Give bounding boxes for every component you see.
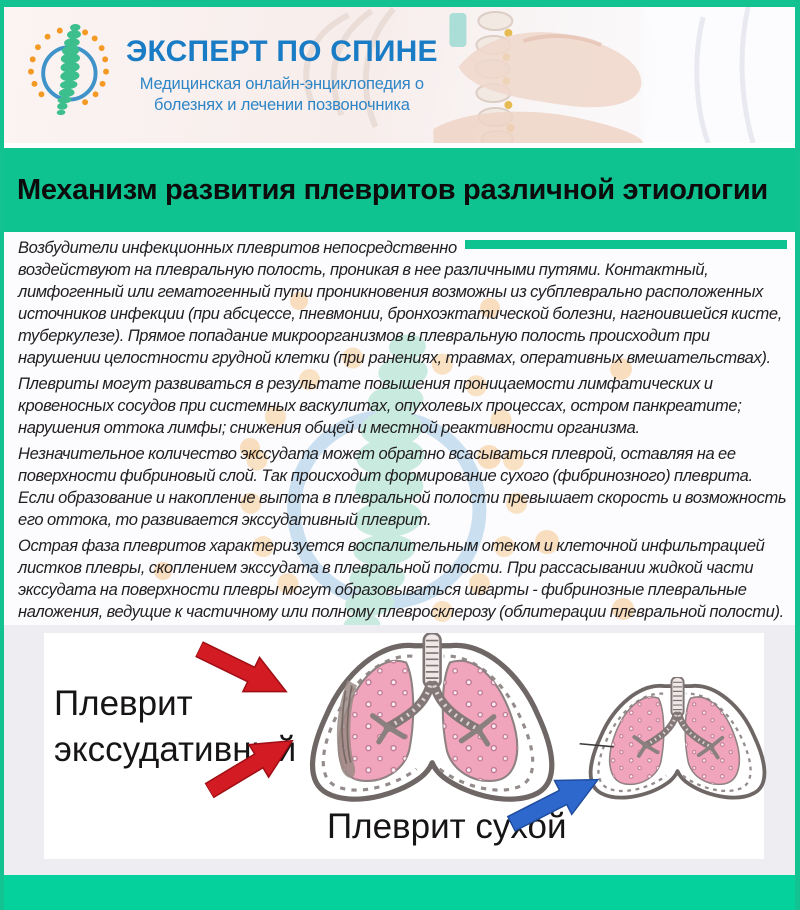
label-exudative-line2: экссудативный xyxy=(54,730,297,769)
figure-section xyxy=(4,625,795,875)
label-exudative-line1: Плеврит xyxy=(54,684,193,723)
brand-tagline xyxy=(126,74,438,116)
paragraph-4: Острая фаза плевритов характеризуется воспалительным отеком и клеточной инфильтрацией листков плевры, скоплением экссудата в плевральной полости. При рассасывании жидкой части экссудата на поверхности плевры могут образовываться шварты - фибринозные плевральные наложения, ведущие к частичному или полному плевросклерозу (облитерации плевральной полости). xyxy=(18,537,784,621)
brand-name: ЭКСПЕРТ ПО СПИНЕ xyxy=(126,35,438,68)
paragraph-3: Незначительное количество экссудата может обратно всасываться плеврой, оставляя на ее поверхности фибриновый слой. Так происходит формирование сухого (фибринозного) плеврита. Если образование и накопление выпота в плевральной полости превышает скорость и возможность его оттока, то развивается экссудативный плеврит. xyxy=(18,445,787,529)
collage-teal-strip xyxy=(465,240,787,249)
article-title-bar xyxy=(4,148,795,232)
brand-tagline-line2: болезнях и лечении позвоночника xyxy=(153,96,410,114)
lungs-figure xyxy=(44,633,764,859)
paragraph-1-rest-text: воздействуют на плевральную полость, проникая в нее различными путями. Контактный, лимфогенный или гематогенный пути проникновения возможны из субплеврально расположенных источников инфекции (при абсцессе, пневмонии, бронхоэктатической болезни, нагноившейся кисте, туберкулезе). Прямое попадание микроорганизмов в плевральную полость происходит при нарушении целостности грудной клетки (при ранениях, травмах, оперативных вмешательствах). xyxy=(18,261,782,367)
paragraph-1 xyxy=(18,237,787,369)
site-header xyxy=(4,7,795,143)
lungs-illustration-exudative xyxy=(287,633,569,811)
article-body xyxy=(4,232,795,625)
paragraph-1-line1-text: Возбудители инфекционных плевритов непосредственно xyxy=(18,239,457,257)
paragraph-2: Плевриты могут развиваться в результате повышения проницаемости лимфатических и кровеносных сосудов при системных васкулитах, опухолевых процессах, остром панкреатите; нарушения оттока лимфы; снижения общей и местной реактивности организма. xyxy=(18,375,742,437)
page-footer xyxy=(4,875,795,910)
site-logo[interactable] xyxy=(24,13,438,125)
brand-tagline-line1: Медицинская онлайн-энциклопедия о xyxy=(139,75,424,93)
spine-logo-icon xyxy=(24,13,120,125)
article-title: Механизм развития плевритов различной этиологии xyxy=(17,173,768,206)
paragraph-1-first-line xyxy=(18,237,787,259)
label-pleurisy-dry: Плеврит сухой xyxy=(327,807,567,846)
logo-text xyxy=(126,35,438,116)
